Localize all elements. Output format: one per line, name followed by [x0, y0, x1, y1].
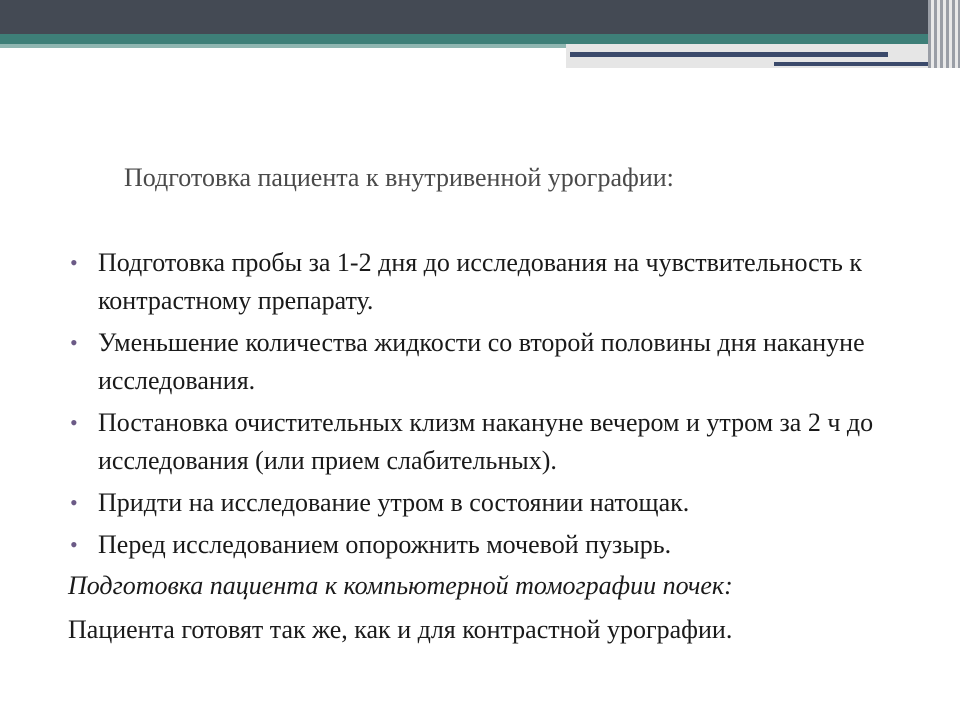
slide-subtitle: Подготовка пациента к внутривенной урографии: [124, 163, 674, 192]
bullet-text: Подготовка пробы за 1-2 дня до исследования на чувствительность к контрастному препарату. [98, 248, 863, 315]
bullet-dot-icon: • [70, 250, 78, 275]
list-item [68, 526, 888, 564]
bullet-text: Придти на исследование утром в состоянии натощак. [98, 488, 690, 517]
list-item [68, 484, 888, 522]
list-item [68, 404, 888, 480]
corner-stripes-decoration [928, 0, 960, 68]
header-bar-teal [0, 34, 960, 44]
header-accent-line [570, 52, 888, 57]
list-item [68, 244, 888, 320]
header-accent-line-short [774, 62, 944, 66]
bullet-dot-icon: • [70, 330, 78, 355]
bullet-list [68, 244, 888, 568]
header-bar-teal-light [0, 44, 570, 48]
header-bar-dark [0, 0, 960, 34]
bullet-text: Постановка очистительных клизм накануне вечером и утром за 2 ч до исследования (или прием слабительных). [98, 408, 874, 475]
ct-heading: Подготовка пациента к компьютерной томографии почек: [68, 571, 733, 600]
list-item [68, 324, 888, 400]
bullet-dot-icon: • [70, 410, 78, 435]
bullet-dot-icon: • [70, 532, 78, 557]
bullet-text: Уменьшение количества жидкости со второй половины дня накануне исследования. [98, 328, 865, 395]
bullet-text: Перед исследованием опорожнить мочевой пузырь. [98, 530, 672, 559]
bullet-dot-icon: • [70, 490, 78, 515]
ct-text: Пациента готовят так же, как и для контрастной урографии. [68, 615, 733, 644]
